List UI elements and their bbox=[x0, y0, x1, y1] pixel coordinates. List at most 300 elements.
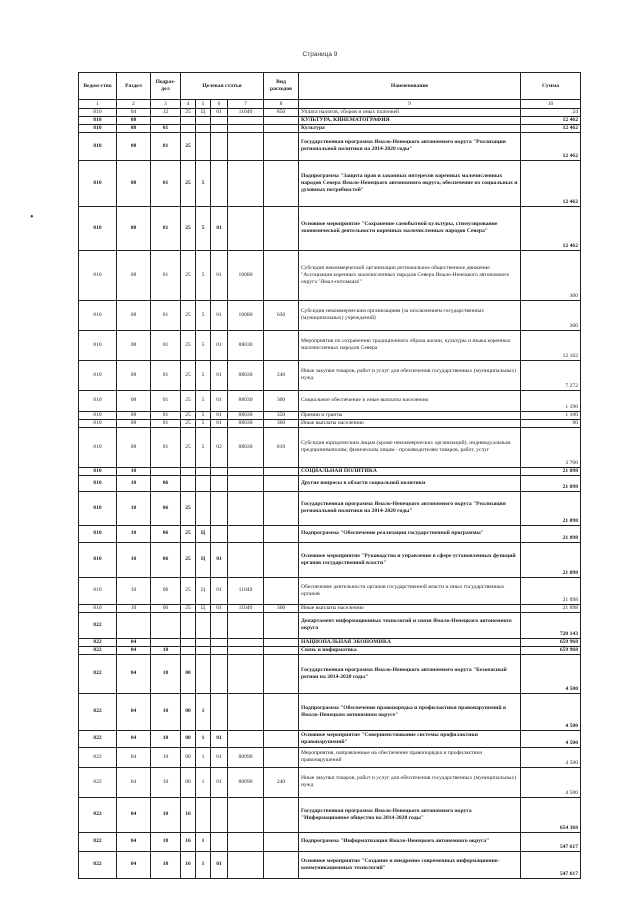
row-name-cell: Департамент информационных технологий и связи Ямало-Ненецкого автономного округа bbox=[299, 612, 521, 638]
program-code-cell: 25 bbox=[181, 411, 196, 419]
program-code-cell bbox=[181, 467, 196, 475]
table-row bbox=[79, 797, 581, 832]
row-sum-cell: 12 462 bbox=[521, 124, 581, 132]
row-name-cell: Обеспечение деятельности органов государственной власти и иных государственных органов bbox=[299, 577, 521, 604]
program-code-cell: 25 bbox=[181, 360, 196, 390]
expense-type-code-cell bbox=[264, 206, 299, 250]
row-name-cell: Субсидия некоммерческой организации региональное общественное движение "Ассоциация коренных малочисленных народов Севера Ямало-Ненецкого автономного округа "Ямал-потомкам!" bbox=[299, 250, 521, 300]
subprogram-code-cell bbox=[196, 797, 211, 832]
expense-type-code-cell bbox=[264, 832, 299, 851]
direction-code-cell: 11040 bbox=[228, 109, 264, 117]
event-code-cell: 01 bbox=[211, 851, 228, 878]
row-name-cell: Основное мероприятие "Сохранение самобытной культуры, стимулирование экономической деятельности коренных малочисленных народов Севера" bbox=[299, 206, 521, 250]
razdel-code-cell: 04 bbox=[117, 832, 151, 851]
row-name-cell: НАЦИОНАЛЬНАЯ ЭКОНОМИКА bbox=[299, 638, 521, 646]
event-code-cell: 01 bbox=[211, 360, 228, 390]
direction-code-cell bbox=[228, 654, 264, 693]
expense-type-code-cell: 350 bbox=[264, 411, 299, 419]
program-code-cell: 25 bbox=[181, 206, 196, 250]
subprogram-code-cell: 1 bbox=[196, 851, 211, 878]
podrazdel-code-cell: 01 bbox=[151, 427, 181, 467]
podrazdel-code-cell: 01 bbox=[151, 419, 181, 427]
razdel-code-cell: 08 bbox=[117, 360, 151, 390]
razdel-code-cell: 04 bbox=[117, 638, 151, 646]
razdel-code-cell: 08 bbox=[117, 419, 151, 427]
podrazdel-code-cell: 01 bbox=[151, 330, 181, 360]
row-name-cell: Государственная программа Ямало-Ненецкого автономного округа "Безопасный регион на 2014-2020 годы" bbox=[299, 654, 521, 693]
podrazdel-code-cell: 06 bbox=[151, 491, 181, 525]
table-row bbox=[79, 475, 581, 491]
razdel-code-cell: 04 bbox=[117, 646, 151, 654]
program-code-cell bbox=[181, 116, 196, 124]
row-name-cell: Иные выплаты населению bbox=[299, 604, 521, 612]
podrazdel-code-cell: 06 bbox=[151, 542, 181, 577]
razdel-code-cell: 04 bbox=[117, 654, 151, 693]
row-sum-cell: 300 bbox=[521, 250, 581, 300]
subprogram-code-cell: 5 bbox=[196, 206, 211, 250]
subprogram-code-cell bbox=[196, 646, 211, 654]
event-code-cell bbox=[211, 612, 228, 638]
razdel-code-cell: 04 bbox=[117, 730, 151, 747]
podrazdel-code-cell: 01 bbox=[151, 206, 181, 250]
program-code-cell: 25 bbox=[181, 419, 196, 427]
ved-code-cell: 810 bbox=[79, 206, 117, 250]
program-code-cell: 08 bbox=[181, 747, 196, 767]
subprogram-code-cell bbox=[196, 491, 211, 525]
subprogram-code-cell: 1 bbox=[196, 767, 211, 797]
table-body bbox=[79, 109, 581, 879]
expense-type-code-cell bbox=[264, 525, 299, 542]
ved-code-cell: 810 bbox=[79, 116, 117, 124]
podrazdel-code-cell: 01 bbox=[151, 300, 181, 330]
table-row bbox=[79, 116, 581, 124]
podrazdel-code-cell: 01 bbox=[151, 411, 181, 419]
table-row bbox=[79, 851, 581, 878]
table-row bbox=[79, 360, 581, 390]
row-sum-cell: 12 162 bbox=[521, 330, 581, 360]
ved-code-cell: 810 bbox=[79, 390, 117, 411]
row-sum-cell: 21 098 bbox=[521, 577, 581, 604]
event-code-cell bbox=[211, 475, 228, 491]
table-row bbox=[79, 467, 581, 475]
subprogram-code-cell: Ц bbox=[196, 604, 211, 612]
row-sum-cell: 12 462 bbox=[521, 206, 581, 250]
column-number-row bbox=[79, 100, 581, 109]
program-code-cell: 25 bbox=[181, 250, 196, 300]
table-row bbox=[79, 390, 581, 411]
razdel-code-cell: 08 bbox=[117, 206, 151, 250]
event-code-cell: 01 bbox=[211, 577, 228, 604]
razdel-code-cell: 04 bbox=[117, 851, 151, 878]
row-name-cell: Иные закупки товаров, работ и услуг для обеспечения государственных (муниципальных) нужд bbox=[299, 767, 521, 797]
row-sum-cell: 4 500 bbox=[521, 654, 581, 693]
subprogram-code-cell: Ц bbox=[196, 525, 211, 542]
subprogram-code-cell bbox=[196, 638, 211, 646]
row-sum-cell: 659 968 bbox=[521, 638, 581, 646]
subprogram-code-cell: 1 bbox=[196, 730, 211, 747]
ved-code-cell: 810 bbox=[79, 109, 117, 117]
table-row bbox=[79, 577, 581, 604]
subprogram-code-cell bbox=[196, 132, 211, 160]
podrazdel-code-cell bbox=[151, 116, 181, 124]
expense-type-code-cell bbox=[264, 747, 299, 767]
event-code-cell bbox=[211, 638, 228, 646]
program-code-cell: 25 bbox=[181, 525, 196, 542]
expense-type-code-cell bbox=[264, 124, 299, 132]
row-sum-cell: 21 098 bbox=[521, 475, 581, 491]
razdel-code-cell: 04 bbox=[117, 747, 151, 767]
row-sum-cell: 547 617 bbox=[521, 832, 581, 851]
razdel-code-cell: 04 bbox=[117, 693, 151, 730]
subprogram-code-cell bbox=[196, 467, 211, 475]
row-sum-cell: 1 100 bbox=[521, 411, 581, 419]
event-code-cell bbox=[211, 693, 228, 730]
podrazdel-code-cell: 01 bbox=[151, 360, 181, 390]
expense-type-code-cell: 360 bbox=[264, 604, 299, 612]
header-target-article: Целевая статья bbox=[181, 73, 264, 100]
row-sum-cell: 21 098 bbox=[521, 604, 581, 612]
expense-type-code-cell bbox=[264, 797, 299, 832]
subprogram-code-cell: 1 bbox=[196, 832, 211, 851]
podrazdel-code-cell: 06 bbox=[151, 475, 181, 491]
ved-code-cell: 822 bbox=[79, 832, 117, 851]
razdel-code-cell: 04 bbox=[117, 797, 151, 832]
direction-code-cell bbox=[228, 132, 264, 160]
subprogram-code-cell: 5 bbox=[196, 250, 211, 300]
program-code-cell bbox=[181, 475, 196, 491]
razdel-code-cell: 10 bbox=[117, 525, 151, 542]
program-code-cell: 25 bbox=[181, 427, 196, 467]
budget-table bbox=[78, 72, 581, 879]
row-name-cell: Государственная программа Ямало-Ненецкого автономного округа "Реализация региональной политики на 2014-2020 годы" bbox=[299, 132, 521, 160]
expense-type-code-cell bbox=[264, 475, 299, 491]
razdel-code-cell bbox=[117, 612, 151, 638]
program-code-cell: 08 bbox=[181, 767, 196, 797]
program-code-cell: 08 bbox=[181, 730, 196, 747]
program-code-cell: 25 bbox=[181, 300, 196, 330]
row-name-cell: Подпрограмма "Обеспечение реализации государственной программы" bbox=[299, 525, 521, 542]
table-row bbox=[79, 638, 581, 646]
expense-type-code-cell bbox=[264, 577, 299, 604]
subprogram-code-cell: 5 bbox=[196, 330, 211, 360]
table-row bbox=[79, 427, 581, 467]
expense-type-code-cell bbox=[264, 638, 299, 646]
ved-code-cell: 822 bbox=[79, 646, 117, 654]
header-razdel: Раздел bbox=[117, 73, 151, 100]
subprogram-code-cell bbox=[196, 116, 211, 124]
table-row bbox=[79, 646, 581, 654]
direction-code-cell: 11040 bbox=[228, 604, 264, 612]
subprogram-code-cell bbox=[196, 475, 211, 491]
direction-code-cell bbox=[228, 491, 264, 525]
col-number: 1 bbox=[79, 100, 117, 109]
page-number-label: Страница 9 bbox=[302, 51, 338, 58]
row-name-cell: Подпрограмма "Защита прав и законных интересов коренных малочисленных народов Севера Ямало-Ненецкого автономного округа, обеспечение их социальных и духовных потребностей" bbox=[299, 160, 521, 206]
event-code-cell: 01 bbox=[211, 206, 228, 250]
expense-type-code-cell bbox=[264, 160, 299, 206]
podrazdel-code-cell: 01 bbox=[151, 390, 181, 411]
row-name-cell: Культура bbox=[299, 124, 521, 132]
direction-code-cell: 88030 bbox=[228, 360, 264, 390]
row-name-cell: Уплата налогов, сборов и иных платежей bbox=[299, 109, 521, 117]
table-row bbox=[79, 693, 581, 730]
table-row bbox=[79, 747, 581, 767]
subprogram-code-cell bbox=[196, 654, 211, 693]
table-row bbox=[79, 160, 581, 206]
podrazdel-code-cell: 10 bbox=[151, 693, 181, 730]
ved-code-cell: 810 bbox=[79, 542, 117, 577]
event-code-cell bbox=[211, 467, 228, 475]
row-name-cell: Премии и гранты bbox=[299, 411, 521, 419]
table-row bbox=[79, 109, 581, 117]
podrazdel-code-cell: 06 bbox=[151, 525, 181, 542]
expense-type-code-cell: 240 bbox=[264, 360, 299, 390]
row-name-cell: Социальное обеспечение и иные выплаты населению bbox=[299, 390, 521, 411]
row-sum-cell: 300 bbox=[521, 300, 581, 330]
subprogram-code-cell: 5 bbox=[196, 427, 211, 467]
event-code-cell: 01 bbox=[211, 330, 228, 360]
row-sum-cell: 654 368 bbox=[521, 797, 581, 832]
event-code-cell: 01 bbox=[211, 542, 228, 577]
expense-type-code-cell bbox=[264, 467, 299, 475]
direction-code-cell: 88030 bbox=[228, 419, 264, 427]
row-name-cell: Государственная программа Ямало-Ненецкого автономного округа "Информационное общество на 2014-2020 годы" bbox=[299, 797, 521, 832]
ved-code-cell: 822 bbox=[79, 851, 117, 878]
event-code-cell bbox=[211, 116, 228, 124]
col-number: 3 bbox=[151, 100, 181, 109]
program-code-cell: 25 bbox=[181, 109, 196, 117]
podrazdel-code-cell bbox=[151, 467, 181, 475]
podrazdel-code-cell: 10 bbox=[151, 654, 181, 693]
podrazdel-code-cell: 12 bbox=[151, 109, 181, 117]
row-name-cell: Подпрограмма "Информатизация Ямало-Ненецкого автономного округа" bbox=[299, 832, 521, 851]
col-number: 6 bbox=[211, 100, 228, 109]
podrazdel-code-cell: 01 bbox=[151, 124, 181, 132]
event-code-cell: 01 bbox=[211, 411, 228, 419]
razdel-code-cell: 08 bbox=[117, 132, 151, 160]
program-code-cell bbox=[181, 124, 196, 132]
row-name-cell: КУЛЬТУРА, КИНЕМАТОГРАФИЯ bbox=[299, 116, 521, 124]
event-code-cell: 01 bbox=[211, 747, 228, 767]
row-name-cell: СОЦИАЛЬНАЯ ПОЛИТИКА bbox=[299, 467, 521, 475]
row-name-cell: Связь и информатика bbox=[299, 646, 521, 654]
table-row bbox=[79, 767, 581, 797]
razdel-code-cell: 10 bbox=[117, 467, 151, 475]
expense-type-code-cell bbox=[264, 646, 299, 654]
header-expense-type: Вид расходов bbox=[264, 73, 299, 100]
direction-code-cell bbox=[228, 797, 264, 832]
direction-code-cell bbox=[228, 124, 264, 132]
expense-type-code-cell bbox=[264, 612, 299, 638]
direction-code-cell: 11040 bbox=[228, 577, 264, 604]
table-row bbox=[79, 730, 581, 747]
row-name-cell: Иные выплаты населению bbox=[299, 419, 521, 427]
podrazdel-code-cell: 10 bbox=[151, 730, 181, 747]
table-row bbox=[79, 832, 581, 851]
expense-type-code-cell bbox=[264, 693, 299, 730]
ved-code-cell: 810 bbox=[79, 124, 117, 132]
ved-code-cell: 810 bbox=[79, 360, 117, 390]
event-code-cell bbox=[211, 832, 228, 851]
event-code-cell bbox=[211, 646, 228, 654]
subprogram-code-cell bbox=[196, 612, 211, 638]
table-row bbox=[79, 491, 581, 525]
direction-code-cell: 88030 bbox=[228, 330, 264, 360]
ved-code-cell: 822 bbox=[79, 747, 117, 767]
subprogram-code-cell: Ц bbox=[196, 542, 211, 577]
row-name-cell: Другие вопросы в области социальной политики bbox=[299, 475, 521, 491]
podrazdel-code-cell bbox=[151, 638, 181, 646]
program-code-cell: 25 bbox=[181, 542, 196, 577]
direction-code-cell bbox=[228, 542, 264, 577]
row-name-cell: Основное мероприятие "Создание и внедрение современных информационно-коммуникационных технологий" bbox=[299, 851, 521, 878]
direction-code-cell: 16080 bbox=[228, 250, 264, 300]
row-sum-cell: 720 143 bbox=[521, 612, 581, 638]
program-code-cell: 08 bbox=[181, 654, 196, 693]
row-sum-cell: 7 272 bbox=[521, 360, 581, 390]
event-code-cell: 01 bbox=[211, 419, 228, 427]
row-sum-cell: 659 968 bbox=[521, 646, 581, 654]
direction-code-cell: 88030 bbox=[228, 427, 264, 467]
direction-code-cell bbox=[228, 612, 264, 638]
event-code-cell bbox=[211, 654, 228, 693]
direction-code-cell bbox=[228, 160, 264, 206]
col-number: 8 bbox=[264, 100, 299, 109]
event-code-cell: 01 bbox=[211, 250, 228, 300]
event-code-cell: 02 bbox=[211, 427, 228, 467]
col-number: 7 bbox=[228, 100, 264, 109]
expense-type-code-cell bbox=[264, 730, 299, 747]
direction-code-cell bbox=[228, 646, 264, 654]
col-number: 4 bbox=[181, 100, 196, 109]
subprogram-code-cell: 5 bbox=[196, 419, 211, 427]
header-vedomstvo: Ведом-ство bbox=[79, 73, 117, 100]
event-code-cell: 01 bbox=[211, 730, 228, 747]
ved-code-cell: 822 bbox=[79, 612, 117, 638]
direction-code-cell: 80090 bbox=[228, 767, 264, 797]
ved-code-cell: 810 bbox=[79, 330, 117, 360]
row-sum-cell: 4 500 bbox=[521, 693, 581, 730]
table-row bbox=[79, 604, 581, 612]
program-code-cell: 25 bbox=[181, 330, 196, 360]
ved-code-cell: 822 bbox=[79, 693, 117, 730]
podrazdel-code-cell: 10 bbox=[151, 747, 181, 767]
subprogram-code-cell: 1 bbox=[196, 747, 211, 767]
podrazdel-code-cell: 10 bbox=[151, 832, 181, 851]
table-header-row bbox=[79, 73, 581, 100]
event-code-cell bbox=[211, 525, 228, 542]
ved-code-cell: 810 bbox=[79, 491, 117, 525]
razdel-code-cell: 04 bbox=[117, 109, 151, 117]
margin-bullet-mark: • bbox=[30, 212, 34, 223]
expense-type-code-cell: 810 bbox=[264, 427, 299, 467]
ved-code-cell: 822 bbox=[79, 767, 117, 797]
expense-type-code-cell bbox=[264, 116, 299, 124]
subprogram-code-cell: 5 bbox=[196, 160, 211, 206]
subprogram-code-cell: 1 bbox=[196, 693, 211, 730]
razdel-code-cell: 08 bbox=[117, 427, 151, 467]
razdel-code-cell: 10 bbox=[117, 475, 151, 491]
header-sum: Сумма bbox=[521, 73, 581, 100]
header-name: Наименование bbox=[299, 73, 521, 100]
razdel-code-cell: 08 bbox=[117, 411, 151, 419]
program-code-cell: 25 bbox=[181, 160, 196, 206]
direction-code-cell bbox=[228, 116, 264, 124]
row-name-cell: Основное мероприятие "Руководство и управление в сфере установленных функций органов государственной власти" bbox=[299, 542, 521, 577]
table-row bbox=[79, 411, 581, 419]
razdel-code-cell: 08 bbox=[117, 124, 151, 132]
expense-type-code-cell bbox=[264, 491, 299, 525]
table-row bbox=[79, 654, 581, 693]
ved-code-cell: 822 bbox=[79, 730, 117, 747]
subprogram-code-cell: 5 bbox=[196, 300, 211, 330]
program-code-cell: 08 bbox=[181, 693, 196, 730]
event-code-cell bbox=[211, 491, 228, 525]
row-sum-cell: 4 500 bbox=[521, 730, 581, 747]
expense-type-code-cell: 240 bbox=[264, 767, 299, 797]
direction-code-cell bbox=[228, 638, 264, 646]
row-sum-cell: 547 617 bbox=[521, 851, 581, 878]
row-name-cell: Подпрограмма "Обеспечение правопорядка и профилактики правонарушений в Ямало-Ненецком автономном округе" bbox=[299, 693, 521, 730]
col-number: 5 bbox=[196, 100, 211, 109]
program-code-cell: 25 bbox=[181, 132, 196, 160]
razdel-code-cell: 08 bbox=[117, 330, 151, 360]
row-sum-cell: 24 bbox=[521, 109, 581, 117]
podrazdel-code-cell: 10 bbox=[151, 646, 181, 654]
subprogram-code-cell: Ц bbox=[196, 577, 211, 604]
direction-code-cell bbox=[228, 832, 264, 851]
program-code-cell: 25 bbox=[181, 390, 196, 411]
ved-code-cell: 810 bbox=[79, 577, 117, 604]
razdel-code-cell: 08 bbox=[117, 250, 151, 300]
row-sum-cell: 21 098 bbox=[521, 467, 581, 475]
subprogram-code-cell: 5 bbox=[196, 411, 211, 419]
event-code-cell bbox=[211, 160, 228, 206]
ved-code-cell: 810 bbox=[79, 427, 117, 467]
row-sum-cell: 21 098 bbox=[521, 525, 581, 542]
expense-type-code-cell bbox=[264, 132, 299, 160]
table-row bbox=[79, 612, 581, 638]
row-sum-cell: 12 462 bbox=[521, 160, 581, 206]
razdel-code-cell: 08 bbox=[117, 160, 151, 206]
expense-type-code-cell: 630 bbox=[264, 300, 299, 330]
event-code-cell bbox=[211, 132, 228, 160]
program-code-cell: 25 bbox=[181, 577, 196, 604]
razdel-code-cell: 10 bbox=[117, 577, 151, 604]
row-sum-cell: 4 500 bbox=[521, 747, 581, 767]
table-row bbox=[79, 250, 581, 300]
subprogram-code-cell bbox=[196, 124, 211, 132]
expense-type-code-cell: 360 bbox=[264, 419, 299, 427]
table-row bbox=[79, 132, 581, 160]
row-name-cell: Мероприятия, направленные на обеспечение правопорядка и профилактики правонарушений bbox=[299, 747, 521, 767]
event-code-cell: 01 bbox=[211, 109, 228, 117]
podrazdel-code-cell bbox=[151, 612, 181, 638]
expense-type-code-cell bbox=[264, 250, 299, 300]
direction-code-cell bbox=[228, 525, 264, 542]
row-name-cell: Основное мероприятие "Совершенствование системы профилактики правонарушений" bbox=[299, 730, 521, 747]
razdel-code-cell: 08 bbox=[117, 116, 151, 124]
razdel-code-cell: 04 bbox=[117, 767, 151, 797]
col-number: 9 bbox=[299, 100, 521, 109]
header-podrazdel: Подраз-дел bbox=[151, 73, 181, 100]
direction-code-cell: 16080 bbox=[228, 300, 264, 330]
expense-type-code-cell: 850 bbox=[264, 109, 299, 117]
expense-type-code-cell bbox=[264, 654, 299, 693]
expense-type-code-cell bbox=[264, 851, 299, 878]
row-sum-cell: 21 098 bbox=[521, 542, 581, 577]
row-sum-cell: 1 190 bbox=[521, 390, 581, 411]
